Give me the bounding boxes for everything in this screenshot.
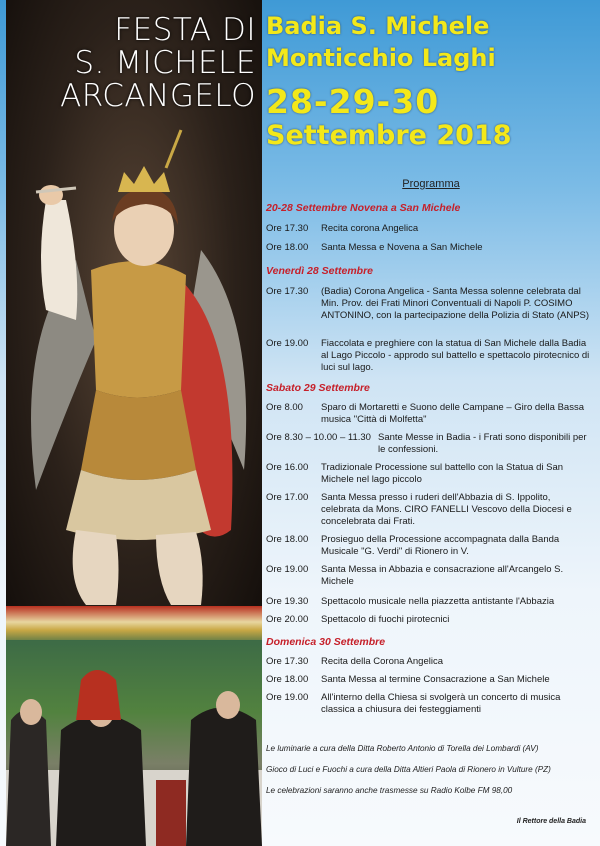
schedule-time: Ore 19.30 (266, 596, 309, 607)
event-dates: 28-29-30 (266, 82, 440, 121)
schedule-time: Ore 19.00 (266, 692, 309, 703)
programme-heading: Programma (402, 178, 460, 190)
schedule-time: Ore 17.30 (266, 223, 309, 234)
section-title: Venerdì 28 Settembre (266, 265, 373, 277)
festival-title (6, 14, 256, 113)
signature: Il Rettore della Badia (516, 818, 586, 825)
section-title: Domenica 30 Settembre (266, 636, 386, 648)
location-title: Badia S. Michele (266, 12, 490, 40)
schedule-text: Santa Messa in Abbazia e consacrazione all'Arcangelo S. Michele (321, 564, 564, 587)
schedule-time: Ore 18.00 (266, 674, 309, 685)
schedule-time: Ore 17.00 (266, 492, 309, 503)
event-month: Settembre 2018 (266, 120, 512, 151)
schedule-time: Ore 20.00 (266, 614, 309, 625)
schedule-text: Sante Messe in Badia - i Frati sono disponibili per le confessioni. (378, 432, 587, 455)
festival-title-line: ARCANGELO (60, 78, 256, 114)
schedule-time: Ore 17.30 (266, 286, 309, 297)
credit-line: Gioco di Luci e Fuochi a cura della Ditta Altieri Paola di Rionero in Vulture (PZ) (266, 765, 551, 774)
schedule-text: Santa Messa presso i ruderi dell'Abbazia di S. Ippolito, celebrata da Mons. CIRO FANELLI Vescovo della Diocesi e concelebrata dai Frati. (321, 492, 572, 527)
schedule-text: Recita della Corona Angelica (321, 656, 443, 667)
schedule-text: Tradizionale Processione sul battello con la Statua di San Michele nel lago piccolo (321, 462, 564, 485)
credit-line: Le luminarie a cura della Ditta Roberto Antonio di Torella dei Lombardi (AV) (266, 744, 539, 753)
credit-line: Le celebrazioni saranno anche trasmesse su Radio Kolbe FM 98,00 (266, 786, 513, 795)
programme-panel (262, 0, 600, 846)
schedule-text: Spettacolo musicale nella piazzetta antistante l'Abbazia (321, 596, 555, 607)
schedule-time: Ore 18.00 (266, 534, 309, 545)
location-subtitle: Monticchio Laghi (266, 44, 496, 72)
schedule-text: Recita corona Angelica (321, 223, 419, 234)
schedule-text: (Badia) Corona Angelica - Santa Messa solenne celebrata dal Min. Prov. dei Frati Minori Conventuali di Napoli P. COSIMO ANTONINO, con la partecipazione della Polizia di Stato (ANPS) (321, 286, 590, 321)
section-title: Sabato 29 Settembre (266, 382, 370, 394)
archangel-statue-illustration (6, 110, 262, 610)
schedule-time: Ore 18.00 (266, 242, 309, 253)
schedule-text: All'interno della Chiesa si svolgerà un concerto di musica classica a chiusura dei festeggiamenti (321, 692, 561, 715)
schedule-text: Fiaccolata e preghiere con la statua di San Michele dalla Badia al Lago Piccolo - approdo sul battello e spettacolo pirotecnico di luci sul lago. (321, 338, 590, 373)
schedule-time: Ore 8.30 – 10.00 – 11.30 (266, 432, 371, 443)
schedule-time: Ore 19.00 (266, 338, 309, 349)
festival-title-line: FESTA DI (114, 12, 256, 48)
schedule-time: Ore 19.00 (266, 564, 309, 575)
schedule-text: Spettacolo di fuochi pirotecnici (321, 614, 450, 625)
schedule-text: Prosieguo della Processione accompagnata dalla Banda Musicale "G. Verdi" di Rionero in V. (321, 534, 560, 557)
schedule-time: Ore 17.30 (266, 656, 309, 667)
schedule-text: Santa Messa e Novena a San Michele (321, 242, 483, 253)
section-title: 20-28 Settembre Novena a San Michele (266, 202, 461, 214)
schedule-time: Ore 16.00 (266, 462, 309, 473)
left-photo-panel (6, 0, 262, 846)
schedule-text: Santa Messa al termine Consacrazione a San Michele (321, 674, 550, 685)
schedule-text: Sparo di Mortaretti e Suono delle Campane – Giro della Bassa musica "Città di Molfetta" (321, 402, 584, 425)
festival-title-line: S. MICHELE (74, 45, 256, 81)
friars-procession-illustration (6, 660, 262, 846)
schedule-time: Ore 8.00 (266, 402, 303, 413)
